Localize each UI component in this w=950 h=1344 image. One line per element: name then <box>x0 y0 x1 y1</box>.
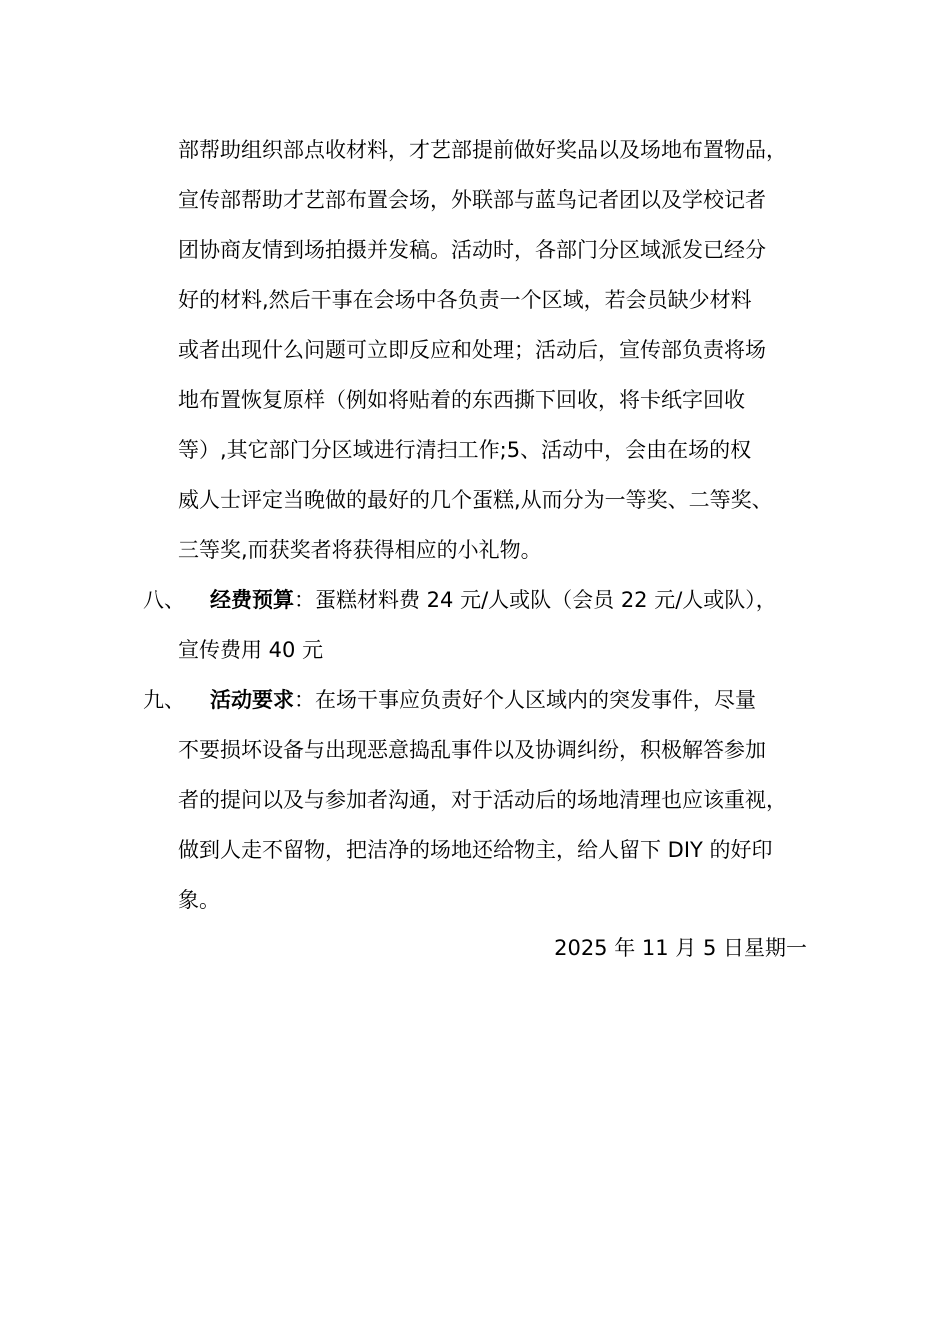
paragraph-line: 部帮助组织部点收材料，才艺部提前做好奖品以及场地布置物品， <box>178 138 787 162</box>
section-8-line: 宣传费用 40 元 <box>178 638 324 662</box>
section-9-number: 九、 <box>143 688 185 712</box>
paragraph-line: 三等奖,而获奖者将获得相应的小礼物。 <box>178 538 542 562</box>
section-9-line: 象。 <box>178 888 220 912</box>
section-9-line: 做到人走不留物，把洁净的场地还给物主，给人留下 DIY 的好印 <box>178 838 773 862</box>
section-9-first-line <box>210 687 756 713</box>
paragraph-line: 或者出现什么问题可立即反应和处理；活动后，宣传部负责将场 <box>178 338 766 362</box>
paragraph-line: 威人士评定当晚做的最好的几个蛋糕,从而分为一等奖、二等奖、 <box>178 488 773 512</box>
section-8-first-line-text: ：蛋糕材料费 24 元/人或队（会员 22 元/人或队）， <box>294 588 777 612</box>
section-9-line: 者的提问以及与参加者沟通，对于活动后的场地清理也应该重视， <box>178 788 787 812</box>
section-8-heading: 经费预算 <box>210 588 294 612</box>
section-8-first-line <box>210 587 777 613</box>
section-9-line: 不要损坏设备与出现恶意捣乱事件以及协调纠纷，积极解答参加 <box>178 738 766 762</box>
section-9-heading: 活动要求 <box>210 688 294 712</box>
paragraph-line: 团协商友情到场拍摄并发稿。活动时，各部门分区域派发已经分 <box>178 238 766 262</box>
paragraph-line: 地布置恢复原样（例如将贴着的东西撕下回收，将卡纸字回收 <box>178 388 745 412</box>
document-date: 2025 年 11 月 5 日星期一 <box>554 936 807 960</box>
paragraph-line: 宣传部帮助才艺部布置会场，外联部与蓝鸟记者团以及学校记者 <box>178 188 766 212</box>
paragraph-line: 好的材料,然后干事在会场中各负责一个区域，若会员缺少材料 <box>178 288 752 312</box>
paragraph-line: 等）,其它部门分区域进行清扫工作;5、活动中，会由在场的权 <box>178 438 752 462</box>
section-9-first-line-text: ：在场干事应负责好个人区域内的突发事件，尽量 <box>294 688 756 712</box>
section-8-number: 八、 <box>143 588 185 612</box>
